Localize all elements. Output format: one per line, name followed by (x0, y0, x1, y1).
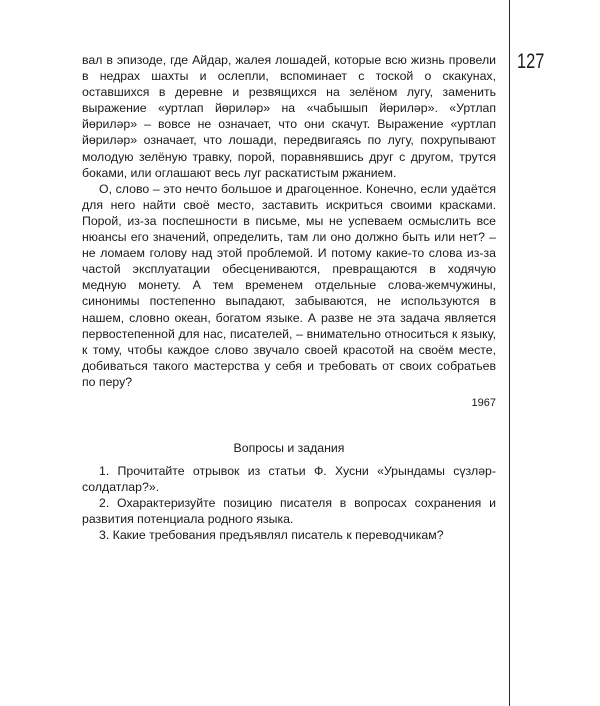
article-year: 1967 (471, 396, 496, 409)
article-body (82, 52, 496, 390)
page-margin-rule (509, 0, 510, 706)
question-item-2: 2. Охарактеризуйте позицию писателя в вопросах сохранения и развития потенциала родного языка. (82, 496, 496, 527)
question-item-1: 1. Прочитайте отрывок из статьи Ф. Хусни «Урындамы сүзләр-солдатлар?». (82, 463, 496, 495)
page-number: 127 (517, 50, 545, 73)
questions-list (82, 463, 496, 543)
article-paragraph-1: вал в эпизоде, где Айдар, жалея лошадей, которые всю жизнь провели в недрах шахты и ослепли, вспоминает с тоской о скакунах, оставшихся в деревне и резвящихся на зелёном лугу, заменить выражение «уртлап йөриләр» на «чабышып йөриләр». «Уртлап йөриләр» – вовсе не означает, что они скачут. Выражение «уртлап йөриләр» означает, что лошади, передвигаясь по лугу, похрупывают молодую зелёную травку, порой, поравнявшись друг с другом, трутся боками, или оглашают весь луг раскатистым ржанием. (82, 53, 496, 180)
page-content (82, 52, 496, 543)
article-paragraph-2: О, слово – это нечто большое и драгоценное. Конечно, если удаётся для него найти своё место, заставить искриться своими красками. Порой, из-за поспешности в письме, мы не успеваем осмыслить все нюансы его значений, определить, там ли оно должно быть или нет? – не ломаем голову над этой проблемой. И потому какие-то слова из-за частой эксплуатации обесцениваются, превращаются в ходячую медную монету. А тем временем отдельные слова-жемчужины, синонимы постепенно выпадают, забываются, не используются в нашем, словно океан, богатом языке. А разве не эта задача является первостепенной для нас, писателей, – внимательно относиться к языку, к тому, чтобы каждое слово звучало своей красотой на своём месте, добиваться такого мастерства у себя и требовать от своих собратьев по перу? (82, 181, 496, 389)
question-item-3: 3. Какие требования предъявлял писатель к переводчикам? (99, 528, 444, 543)
questions-heading: Вопросы и задания (233, 440, 345, 455)
